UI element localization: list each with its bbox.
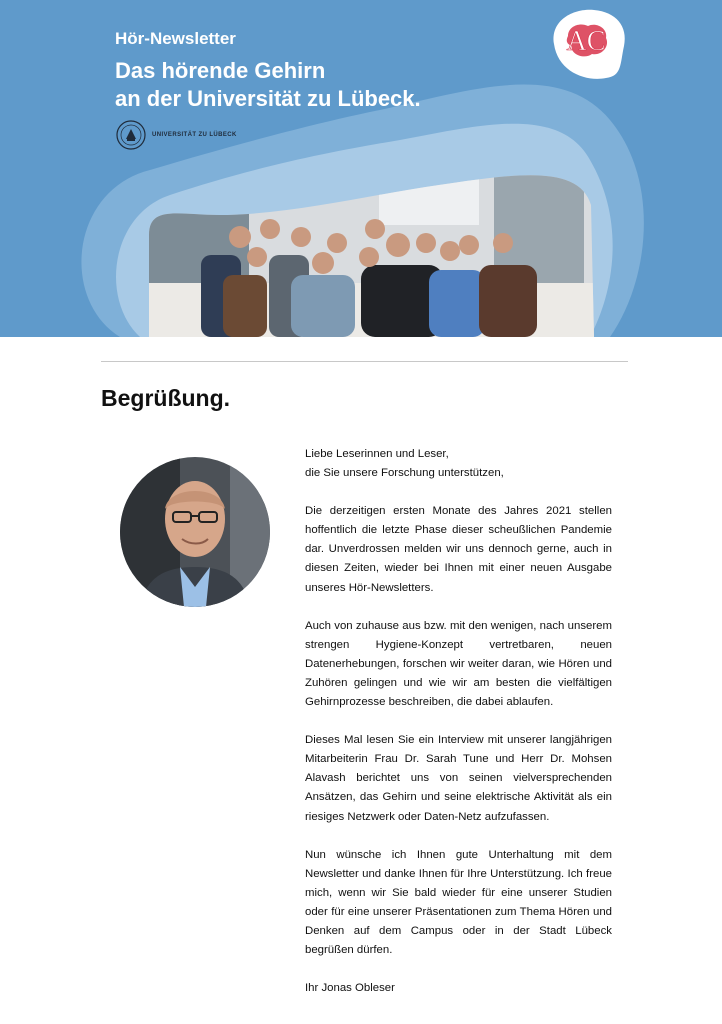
newsletter-title xyxy=(115,57,555,113)
title-line-2: an der Universität zu Lübeck. xyxy=(115,86,421,111)
letter-paragraph: Die derzeitigen ersten Monate des Jahres 2021 stellen hoffentlich die letzte Phase dieser scheußlichen Pandemie dar. Unverdrossen melden wir uns dennoch gerne, auch in diesen Zeiten, wieder bei Ihnen mit einer neuen Ausgabe unseres Hör-Newsletters. xyxy=(305,505,612,594)
title-line-1: Das hörende Gehirn xyxy=(115,58,326,83)
section-divider xyxy=(101,361,628,362)
ac-logo xyxy=(546,6,630,82)
newsletter-kicker: Hör-Newsletter xyxy=(115,29,236,48)
letter-paragraph: Auch von zuhause aus bzw. mit den wenigen, nach unserem strengen Hygiene-Konzept vertretbaren, neuen Datenerhebungen, forschen wir weiter daran, wie Hören und Zuhören gelingen und wie wir am besten die vielfältigen Gehirnprozesse beschreiben, die dabei ablaufen. xyxy=(305,619,612,709)
newsletter-header xyxy=(0,0,722,337)
university-name: UNIVERSITÄT ZU LÜBECK xyxy=(152,132,237,138)
salutation-line-2: die Sie unsere Forschung unterstützen, xyxy=(305,467,504,480)
letter-paragraph: Dieses Mal lesen Sie ein Interview mit unserer langjährigen Mitarbeiterin Frau Dr. Sarah Tune und Herr Dr. Mohsen Alavash berichtet uns von seinen vielversprechenden Ansätzen, das Gehirn und seine elektrische Aktivität als ein riesiges Netzwerk oder Daten-Netz aufzufassen. xyxy=(305,734,612,823)
university-seal-icon xyxy=(116,120,146,150)
letter-paragraph: Nun wünsche ich Ihnen gute Unterhaltung mit dem Newsletter und danke Ihnen für Ihre Unterstützung. Ich freue mich, wenn wir Sie bald wieder für eine unserer Studien oder für eine unserer Präsentationen zum Thema Hören und Denken auf dem Campus oder in der Stadt Lübeck begrüßen dürfen. xyxy=(305,848,612,957)
portrait-image xyxy=(120,457,270,607)
welcome-letter xyxy=(305,445,612,998)
author-portrait xyxy=(120,457,270,607)
salutation-line-1: Liebe Leserinnen und Leser, xyxy=(305,448,449,460)
team-photo xyxy=(139,165,599,337)
section-title: Begrüßung. xyxy=(101,385,231,411)
logo-text: AC xyxy=(566,26,606,57)
letter-signature: Ihr Jonas Obleser xyxy=(305,982,395,995)
university-logo xyxy=(116,120,237,150)
letter-salutation xyxy=(305,445,612,483)
